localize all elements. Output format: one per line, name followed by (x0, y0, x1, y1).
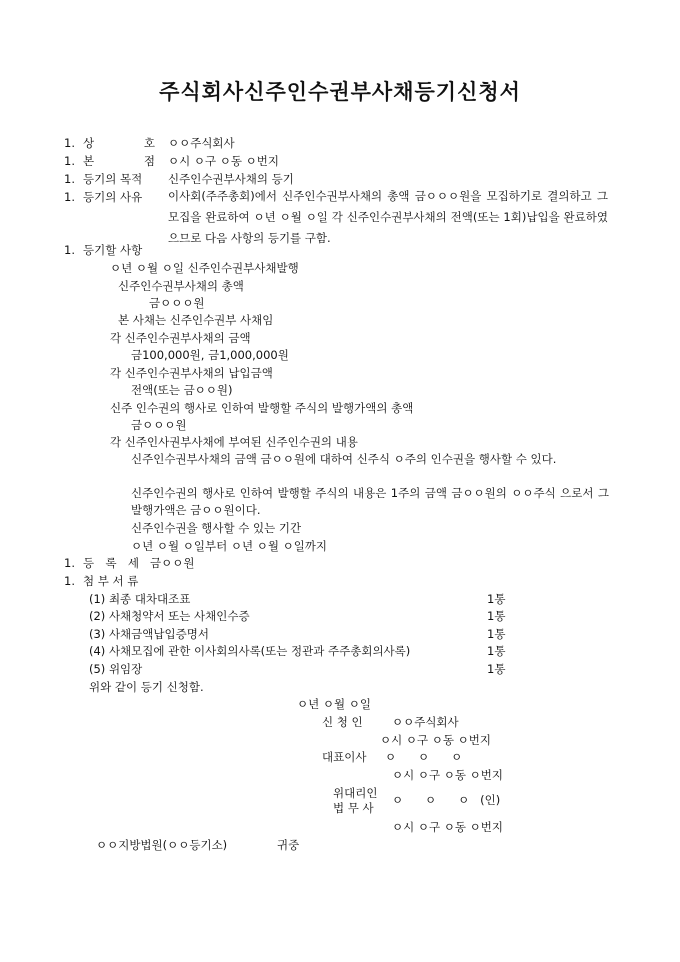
each-paid-label: 각 신주인수권부사채의 납입금액 (110, 366, 273, 380)
agent-name: ㅇ ㅇ ㅇ (인) (392, 793, 501, 807)
attachments-heading: 첨 부 서 류 (83, 574, 139, 588)
rights-paragraph-2: 신주인수권의 행사로 인하여 발행할 주식의 내용은 1주의 금액 금ㅇㅇ원의 ㅇㅇ주식 으로서 그 발행가액은 금ㅇㅇ원이다. (131, 486, 609, 517)
representative-address: ㅇ시 ㅇ구 ㅇ동 ㅇ번지 (392, 768, 503, 782)
attachment-count: 1통 (487, 662, 506, 676)
applicant-label: 신 청 인 (322, 715, 363, 729)
applicant-address: ㅇ시 ㅇ구 ㅇ동 ㅇ번지 (380, 733, 491, 747)
each-paid-value: 전액(또는 금ㅇㅇ원) (131, 383, 233, 397)
reason-label: 등기의 사유 (83, 190, 143, 204)
addressee: ㅇㅇ지방법원(ㅇㅇ등기소) (96, 838, 228, 852)
bullet: 1. (64, 243, 75, 257)
tax-value: 금ㅇㅇ원 (150, 556, 195, 570)
bullet: 1. (64, 154, 75, 168)
attachment-item: (3) 사채금액납입증명서 (89, 627, 209, 641)
scrivener-label: 법 무 사 (333, 801, 374, 815)
tax-label: 등 록 세 (83, 556, 139, 570)
issue-total-value: 금ㅇㅇㅇ원 (131, 418, 187, 432)
total-label: 신주인수권부사채의 총액 (118, 279, 244, 293)
company-value: ㅇㅇ주식회사 (168, 136, 235, 150)
each-amount-label: 각 신주인수권부사채의 금액 (110, 331, 251, 345)
issue-date: ㅇ년 ㅇ월 ㅇ일 신주인수권부사채발행 (110, 261, 299, 275)
purpose-label: 등기의 목적 (83, 172, 143, 186)
office-label: 본 점 (83, 154, 155, 168)
period-label: 신주인수권을 행사할 수 있는 기간 (131, 521, 302, 535)
attachment-count: 1통 (487, 609, 506, 623)
period-value: ㅇ년 ㅇ월 ㅇ일부터 ㅇ년 ㅇ월 ㅇ일까지 (131, 539, 328, 553)
matters-heading: 등기할 사항 (83, 243, 143, 257)
bullet: 1. (64, 190, 75, 204)
bond-note: 본 사채는 신주인수권부 사채임 (118, 313, 274, 327)
attachment-count: 1통 (487, 644, 506, 658)
attachment-item: (5) 위임장 (89, 662, 143, 676)
rights-paragraph-1: 신주인수권부사채의 금액 금ㅇㅇ원에 대하여 신주식 ㅇ주의 인수권을 행사할 수 있다. (131, 452, 557, 466)
issue-total-label: 신주 인수권의 행사로 인하여 발행할 주식의 발행가액의 총액 (110, 401, 414, 415)
agent-label: 위대리인 (333, 786, 378, 800)
each-amount-value: 금100,000원, 금1,000,000원 (131, 348, 289, 362)
addressee-suffix: 귀중 (277, 838, 300, 852)
bullet: 1. (64, 136, 75, 150)
applicant-name: ㅇㅇ주식회사 (392, 715, 459, 729)
bullet: 1. (64, 556, 75, 570)
reason-value: 이사회(주주총회)에서 신주인수권부사채의 총액 금ㅇㅇㅇ원을 모집하기로 결의하고 그 모집을 완료하여 ㅇ년 ㅇ월 ㅇ일 각 신주인수권부사채의 전액(또는 1회)납입을 완료하였으므로 다음 사항의 등기를 구함. (168, 189, 608, 245)
purpose-value: 신주인수권부사채의 등기 (168, 172, 294, 186)
attachment-count: 1통 (487, 627, 506, 641)
signature-date: ㅇ년 ㅇ월 ㅇ일 (297, 697, 371, 711)
agent-address: ㅇ시 ㅇ구 ㅇ동 ㅇ번지 (392, 820, 503, 834)
representative-name: ㅇ ㅇ ㅇ (385, 750, 463, 764)
document-title: 주식회사신주인수권부사채등기신청서 (159, 80, 521, 104)
attachment-item: (2) 사채청약서 또는 사채인수증 (89, 609, 250, 623)
bullet: 1. (64, 172, 75, 186)
company-label: 상 호 (83, 136, 155, 150)
total-value: 금ㅇㅇㅇ원 (149, 296, 205, 310)
attachment-item: (4) 사채모집에 관한 이사회의사록(또는 정관과 주주총회의사록) (89, 644, 411, 658)
rights-label: 각 신주인사권부사채에 부여된 신주인수권의 내용 (110, 435, 358, 449)
attachment-count: 1통 (487, 592, 506, 606)
closing-statement: 위와 같이 등기 신청함. (89, 680, 204, 694)
office-value: ㅇ시 ㅇ구 ㅇ동 ㅇ번지 (168, 154, 279, 168)
representative-label: 대표이사 (322, 750, 367, 764)
attachment-item: (1) 최종 대차대조표 (89, 592, 191, 606)
bullet: 1. (64, 574, 75, 588)
